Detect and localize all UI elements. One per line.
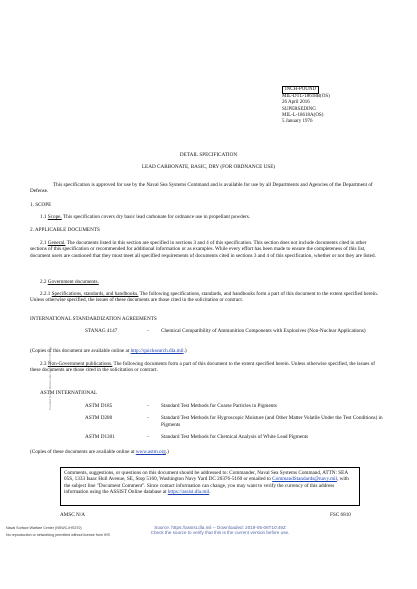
comment-text-3: . [209, 489, 211, 496]
document-header [282, 86, 366, 125]
astm-id: ASTM D280 [85, 415, 113, 422]
p23-num: 2.3 [40, 361, 47, 367]
stanag-desc: Chemical Compatibility of Ammunition Components with Explosives (Non-Nuclear Applications) [161, 328, 366, 334]
spec-title: LEAD CARBONATE, BASIC, DRY (FOR ORDNANCE USE) [141, 164, 276, 170]
p11-text: This specification covers dry basic lead carbonate for ordnance use in propellant powders. [61, 214, 251, 220]
license-line-2: No reproduction or networking permitted without license from IHS [6, 533, 110, 537]
doc-number: MIL-DTL-18618B(OS) [282, 94, 330, 100]
copies2-pre: (Copies of these documents are available online at [30, 449, 136, 455]
astm-row [85, 403, 385, 409]
watermark-line-2: Check the source to verify that this is the current version before use. [150, 530, 290, 536]
quicksearch-link[interactable]: http://quicksearch.dla.mil [130, 348, 184, 354]
astm-row [85, 415, 385, 428]
license-line-1: Naval Surface Warfare Center (NSWC-IHS370) [6, 526, 82, 530]
section-1-heading: 1. SCOPE [30, 202, 52, 208]
copies1-post: .) [183, 348, 187, 354]
amsc-label: AMSC N/A [60, 512, 85, 518]
doc-date: 26 April 2016 [282, 100, 310, 106]
superseding-label: SUPERSEDING [282, 106, 316, 112]
inch-pound-label: INCH-POUND [282, 86, 319, 94]
astm-row [85, 434, 385, 440]
comment-text-2: , with the subject line "Document Comment". Since contact information can change, you may want to verify the currency of this address information using the ASSIST Online database at [64, 476, 349, 496]
prev-doc-number: MIL-L-18618A(OS) [282, 112, 324, 118]
copies1-pre: (Copies of this document are available online at [30, 348, 131, 354]
section-2-heading: 2. APPLICABLE DOCUMENTS [30, 227, 100, 233]
p221-title: Specifications, standards, and handbooks. [51, 291, 139, 297]
astm-desc: Standard Test Methods for Coarse Particles in Pigments [161, 403, 277, 409]
paragraph-1-1 [40, 214, 384, 220]
p23-title: Non-Government publications. [47, 361, 113, 367]
watermark-line-1: Source: https://assist.dla.mil -- Downloaded: 2019-05-06T10:49Z [154, 525, 286, 530]
p21-title: General. [47, 240, 66, 246]
paragraph-2-3 [30, 361, 382, 374]
p21-text: The documents listed in this section are specified in sections 3 and 4 of this specification. This section does not include documents cited in other sections of this specification or recommended for additional information or as examples. While every effort has been made to ensure the completeness of this list, document users are cautioned that they must meet all specified requirements of documents cited in sections 3 and 4 of this specification, whether or not they are listed. [30, 240, 376, 259]
stanag-id: STANAG 4147 [85, 328, 118, 334]
astm-heading: ASTM INTERNATIONAL [40, 390, 98, 396]
paragraph-2-1 [30, 240, 382, 259]
paragraph-2-2 [40, 279, 99, 285]
copies-note-1 [30, 348, 382, 354]
p11-num: 1.1 [40, 214, 47, 220]
astm-id: ASTM D185 [85, 403, 113, 409]
intro-paragraph: This specification is approved for use by the Naval Sea Systems Command and is available for use by all Departments and Agencies of the Department of Defense. [30, 182, 373, 195]
prev-doc-date: 5 January 1976 [282, 119, 313, 125]
astm-link[interactable]: www.astm.org [135, 449, 166, 455]
fsc-label: FSC 6810 [330, 512, 351, 518]
astm-dash: - [147, 434, 149, 441]
stanag-dash: - [147, 328, 149, 334]
isa-heading: INTERNATIONAL STANDARDIZATION AGREEMENTS [30, 316, 157, 322]
comment-box [60, 467, 360, 506]
p23-text: The following documents form a part of this document to the extent specified herein. Unless otherwise specified, the issues of these documents are those cited in the solicitation or contract. [30, 361, 375, 374]
p221-text: The following specifications, standards, and handbooks form a part of this document to the extent specified herein. Unless otherwise specified, the issues of these documents are those cited in the solicitation or contract. [30, 291, 379, 304]
source-watermark [120, 525, 320, 535]
stanag-row [85, 328, 385, 334]
comment-text-1: Comments, suggestions, or questions on this document should be addressed to: Commander, Naval Sea Systems Command, ATTN: SEA 05S, 1333 Isaac Hull Avenue, SE, Stop 5160, Washington Navy Yard DC 20376-5160 or emailed to [64, 470, 348, 483]
copies2-post: .) [165, 449, 169, 455]
license-side-text: Provided by IHS Markit under license with US Navy [48, 346, 52, 410]
p21-num: 2.1 [40, 240, 47, 246]
astm-dash: - [147, 403, 149, 409]
spec-type-title: DETAIL SPECIFICATION [179, 152, 238, 158]
copies-note-2 [30, 449, 382, 455]
assist-link[interactable]: https://assist.dla.mil [167, 489, 210, 496]
email-link[interactable]: CommandStandards@navy.mil [272, 476, 337, 483]
astm-desc: Standard Test Methods for Chemical Analysis of White Lead Pigments [161, 434, 309, 441]
astm-dash: - [147, 415, 149, 422]
p221-num: 2.2.1 [40, 291, 51, 297]
astm-id: ASTM D1301 [85, 434, 115, 441]
p22-num: 2.2 [40, 279, 47, 285]
astm-list [85, 403, 385, 441]
astm-desc: Standard Test Methods for Hygroscopic Moisture (and Other Matter Volatile Under the Test Conditions) in Pigments [161, 415, 383, 428]
p22-title: Government documents. [47, 279, 99, 285]
p11-title: Scope. [47, 214, 62, 220]
paragraph-2-2-1 [30, 291, 382, 304]
